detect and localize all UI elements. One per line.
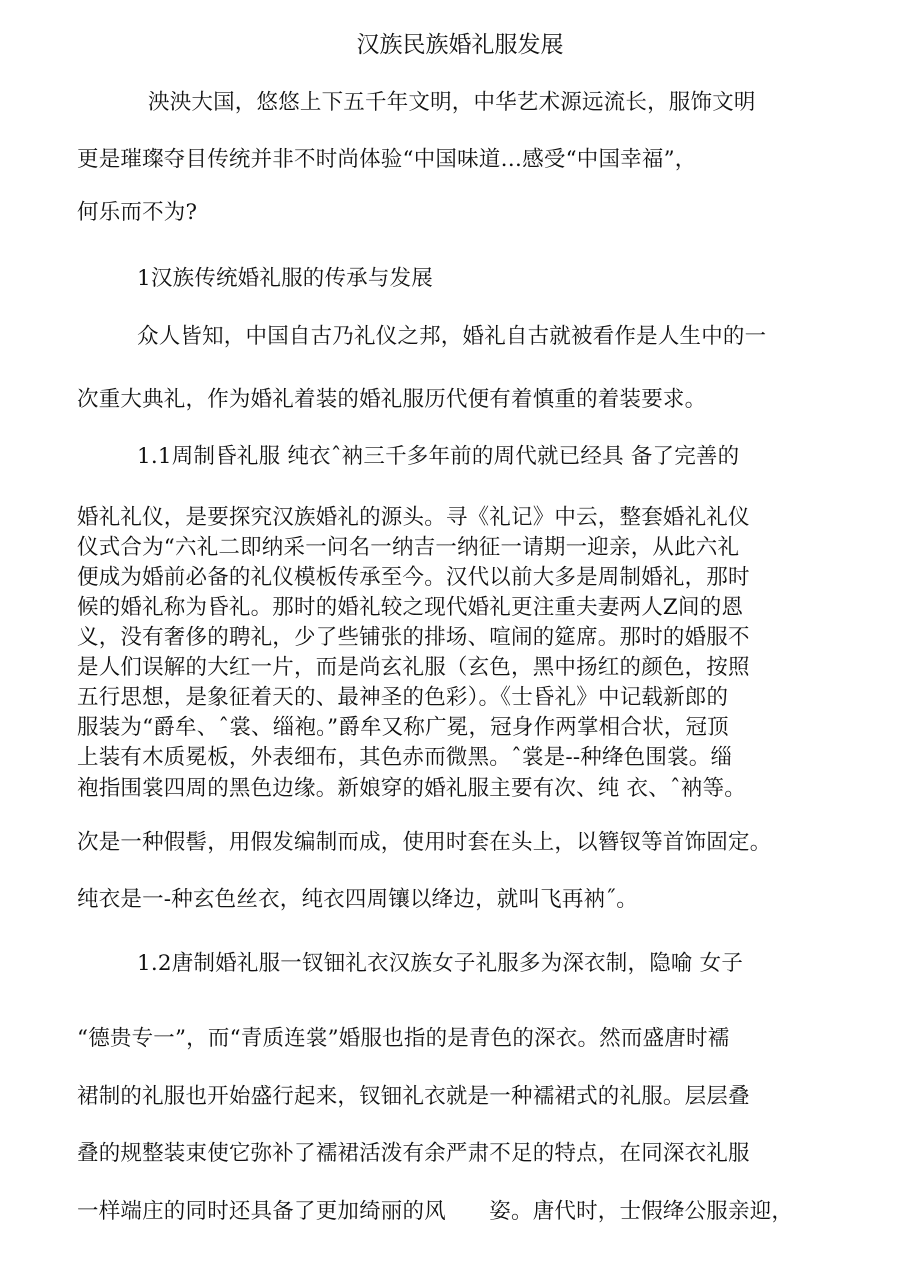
paragraph-line: 服装为“爵牟、ˆ裳、缁袍。”爵牟又称广冕，冠身作两掌相合状，冠顶 — [77, 715, 729, 740]
paragraph-line: 仪式合为“六礼二即纳采一问名一纳吉一纳征一请期一迎亲，从此六礼 — [77, 535, 740, 560]
paragraph-line: 众人皆知，中国自古乃礼仪之邦，婚礼自古就被看作是人生中的一 — [137, 324, 767, 349]
page-title: 汉族民族婚礼服发展 — [356, 32, 564, 58]
paragraph-line: 是人们误解的大红一片，而是尚玄礼服（玄色，黑中扬红的颜色，按照 — [77, 655, 750, 680]
paragraph-line: 泱泱大国，悠悠上下五千年文明，中华艺术源远流长，服饰文明 — [148, 90, 756, 115]
paragraph-line: 五行思想，是象征着天的、最神圣的色彩）。《士昏礼》中记载新郎的 — [77, 685, 729, 710]
paragraph-line: 上装有木质冕板，外表细布，其色赤而微黑。ˆ裳是--种绛色围裳。缁 — [77, 745, 733, 770]
paragraph-line: 更是璀璨夺目传统并非不时尚体验“中国味道…感受“中国幸福”， — [77, 147, 697, 172]
paragraph-line: 叠的规整装束使它弥补了襦裙活泼有余严肃不足的特点，在同深衣礼服 — [77, 1141, 750, 1166]
paragraph-line: “德贵专一”，而“青质连裳”婚服也指的是青色的深衣。然而盛唐时襦 — [77, 1026, 730, 1051]
paragraph-line: 次重大典礼，作为婚礼着装的婚礼服历代便有着慎重的着装要求。 — [77, 387, 707, 412]
paragraph-line: 便成为婚前必备的礼仪模板传承至今。汉代以前大多是周制婚礼，那时 — [77, 565, 750, 590]
paragraph-line: 次是一种假髻，用假发编制而成，使用时套在头上，以簪钗等首饰固定。 — [77, 830, 772, 855]
section-heading: 1汉族传统婚礼服的传承与发展 — [137, 266, 433, 291]
paragraph-line: 婚礼礼仪，是要探究汉族婚礼的源头。寻《礼记》中云，整套婚礼礼仪 — [77, 505, 750, 530]
subsection-heading-line: 1.1周制昏礼服 纯衣ˆ衲三千多年前的周代就已经具 备了完善的 — [137, 444, 740, 469]
paragraph-line: 一样端庄的同时还具备了更加绮丽的风 姿。唐代时，士假绛公服亲迎， — [77, 1199, 794, 1224]
paragraph-line: 候的婚礼称为昏礼。那时的婚礼较之现代婚礼更注重夫妻两人Z间的恩 — [77, 595, 744, 620]
paragraph-line: 何乐而不为? — [77, 200, 198, 225]
paragraph-line: 袍指围裳四周的黑色边缘。新娘穿的婚礼服主要有次、纯 衣、ˆ衲等。 — [77, 776, 746, 801]
paragraph-line: 纯衣是一-种玄色丝衣，纯衣四周镶以绛边，就叫飞再衲˝。 — [77, 887, 638, 912]
subsection-heading-line: 1.2唐制婚礼服一钗钿礼衣汉族女子礼服多为深衣制，隐喻 女子 — [137, 951, 744, 976]
paragraph-line: 裙制的礼服也开始盛行起来，钗钿礼衣就是一种襦裙式的礼服。层层叠 — [77, 1084, 750, 1109]
paragraph-line: 义，没有奢侈的聘礼，少了些铺张的排场、喧闹的筵席。那时的婚服不 — [77, 625, 750, 650]
